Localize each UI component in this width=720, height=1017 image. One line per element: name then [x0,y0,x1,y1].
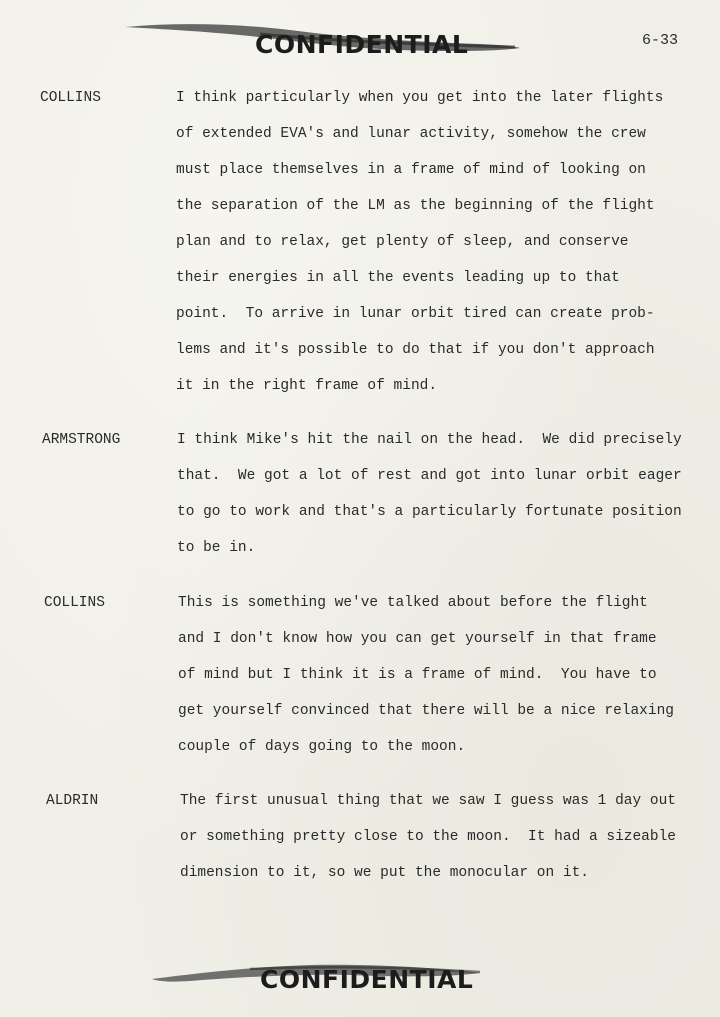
transcript-line: or something pretty close to the moon. It had a sizeable [180,829,676,845]
transcript-line: dimension to it, so we put the monocular on it. [180,865,589,881]
speaker-name: ARMSTRONG [42,432,121,448]
transcript-line: I think particularly when you get into the later flights [176,90,664,106]
transcript-line: couple of days going to the moon. [178,739,466,755]
speaker-name: COLLINS [40,90,101,106]
transcript-line: The first unusual thing that we saw I guess was 1 day out [180,793,676,809]
speaker-name: ALDRIN [46,793,99,809]
speaker-name: COLLINS [44,595,105,611]
transcript-line: to go to work and that's a particularly fortunate position [177,504,682,520]
transcript-line: of mind but I think it is a frame of mind. You have to [178,667,657,683]
transcript-line: must place themselves in a frame of mind of looking on [176,162,646,178]
transcript-line: I think Mike's hit the nail on the head. We did precisely [177,432,682,448]
transcript-line: of extended EVA's and lunar activity, somehow the crew [176,126,646,142]
transcript-line: lems and it's possible to do that if you don't approach [176,342,655,358]
transcript-line: it in the right frame of mind. [176,378,438,394]
confidential-stamp-bottom [150,955,570,1001]
transcript-line: that. We got a lot of rest and got into lunar orbit eager [177,468,682,484]
transcript-line: get yourself convinced that there will be a nice relaxing [178,703,674,719]
transcript-line: to be in. [177,540,256,556]
confidential-stamp-top [120,18,540,64]
transcript-line: plan and to relax, get plenty of sleep, and conserve [176,234,629,250]
transcript-line: the separation of the LM as the beginning of the flight [176,198,655,214]
transcript-line: point. To arrive in lunar orbit tired can create prob- [176,306,655,322]
page-number: 6-33 [642,32,679,49]
stamp-text: CONFIDENTIAL [255,30,469,59]
transcript-line: This is something we've talked about before the flight [178,595,648,611]
transcript-line: and I don't know how you can get yourself in that frame [178,631,657,647]
transcript-line: their energies in all the events leading up to that [176,270,620,286]
stamp-text: CONFIDENTIAL [260,965,474,994]
